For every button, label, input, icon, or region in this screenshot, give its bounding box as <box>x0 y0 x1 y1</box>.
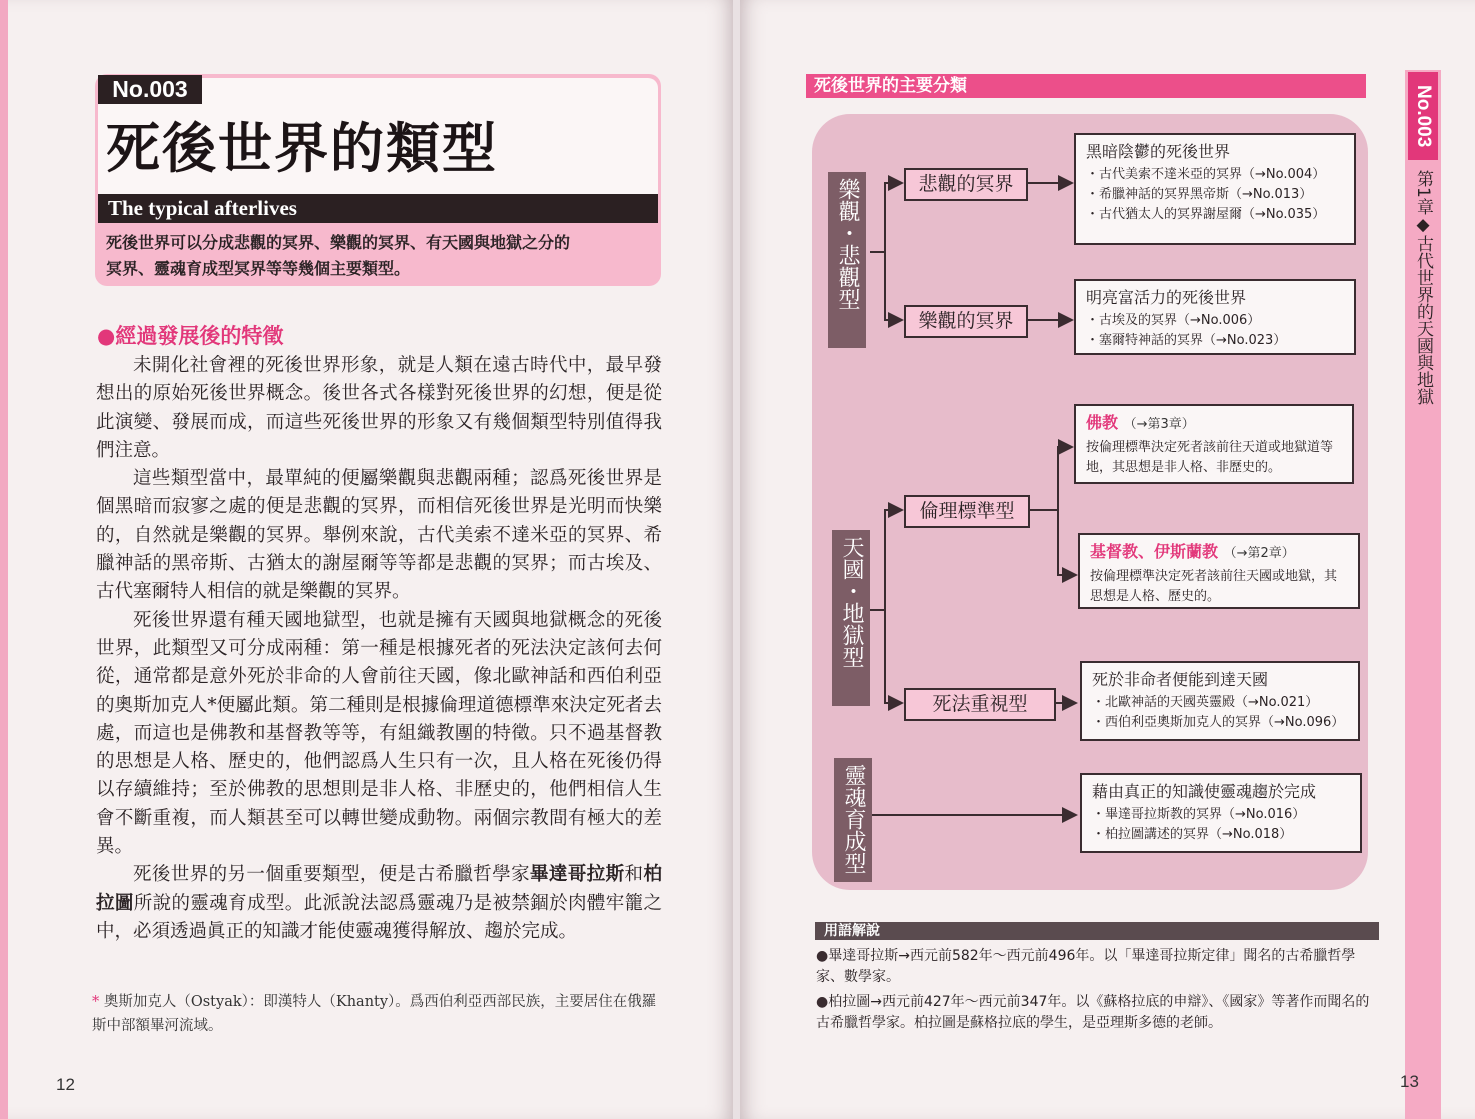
info-box-heading <box>1086 412 1342 436</box>
glossary-entry <box>816 946 1378 988</box>
info-box-item: ・北歐神話的天國英靈殿（→No.021） <box>1092 695 1319 710</box>
paragraph: 未開化社會裡的死後世界形象，就是人類在遠古時代中，最早發想出的原始死後世界概念。後世各式各樣對死後世界的幻想，便是從此演變、發展而成，而這些死後世界的形象又有幾個類型特別值得我們注意。 <box>96 355 662 461</box>
category-optimistic-underworld: 樂觀的冥界 <box>904 305 1028 338</box>
info-box-heading: 黑暗陰鬱的死後世界 <box>1086 142 1231 161</box>
glossary-title: 用語解說 <box>824 923 880 939</box>
paragraph <box>96 861 662 946</box>
english-subtitle-bar <box>98 194 658 223</box>
page-title: 死後世界的類型 <box>106 116 498 180</box>
footnote <box>92 990 662 1038</box>
english-subtitle: The typical afterlives <box>108 196 297 220</box>
info-box-item: ・古埃及的冥界（→No.006） <box>1086 313 1261 328</box>
info-box-text: 按倫理標準決定死者該前往天道或地獄道等地，其思想是非人格、非歷史的。 <box>1086 440 1334 475</box>
body-text <box>96 352 662 946</box>
chart-title-bar <box>806 74 1366 98</box>
page-edge-tab <box>0 0 8 1119</box>
info-box-christianity-islam <box>1078 533 1360 609</box>
summary-text <box>106 230 654 282</box>
religion-name: 基督教、伊斯蘭教 <box>1090 542 1219 561</box>
side-entry-number: No.003 <box>1408 72 1438 160</box>
info-box-item: ・古代美索不達米亞的冥界（→No.004） <box>1086 167 1326 182</box>
glossary <box>816 946 1378 1038</box>
info-box-dark-afterlife <box>1074 133 1356 245</box>
glossary-bar <box>815 922 1379 940</box>
bullet-icon: ● <box>816 994 829 1010</box>
group-label-soul-cultivation <box>834 758 872 882</box>
info-box-true-knowledge <box>1080 773 1362 853</box>
glossary-text: 畢達哥拉斯→西元前582年～西元前496年。以「畢達哥拉斯定律」聞名的古希臘哲學家、數學家。 <box>816 948 1356 985</box>
info-box-buddhism <box>1074 404 1354 484</box>
info-box-item: ・古代猶太人的冥界謝屋爾（→No.035） <box>1086 207 1326 222</box>
footnote-marker: * <box>92 994 100 1010</box>
paragraph-text: 所說的靈魂育成型。此派說法認爲靈魂乃是被禁錮於肉體牢籠之中，必須透過眞正的知識才能使靈魂獲得解放、趨於完成。 <box>96 892 662 942</box>
category-pessimistic-underworld: 悲觀的冥界 <box>904 168 1028 201</box>
summary-line: 死後世界可以分成悲觀的冥界、樂觀的冥界、有天國與地獄之分的 <box>106 233 571 252</box>
info-box-item: ・希臘神話的冥界黑帝斯（→No.013） <box>1086 187 1313 202</box>
page-number-left: 12 <box>56 1075 75 1094</box>
info-box-heading: 藉由真正的知識使靈魂趨於完成 <box>1092 782 1317 801</box>
term-pythagoras: 畢達哥拉斯 <box>530 864 625 886</box>
info-box-item: ・柏拉圖講述的冥界（→No.018） <box>1092 827 1293 842</box>
chart-title: 死後世界的主要分類 <box>814 76 967 96</box>
info-box-heading <box>1090 541 1348 565</box>
info-box-item: ・塞爾特神話的冥界（→No.023） <box>1086 333 1287 348</box>
info-box-heading: 明亮富活力的死後世界 <box>1086 288 1247 307</box>
glossary-text: 柏拉圖→西元前427年～西元前347年。以《蘇格拉底的申辯》、《國家》等著作而聞名的古希臘哲學家。柏拉圖是蘇格拉底的學生，是亞理斯多德的老師。 <box>816 994 1370 1031</box>
section-heading-text: 經過發展後的特徵 <box>115 324 284 348</box>
entry-number-tag: No.003 <box>98 75 202 104</box>
group-label-optimistic-pessimistic <box>828 172 866 348</box>
paragraph: 這些類型當中，最單純的便屬樂觀與悲觀兩種；認爲死後世界是個黑暗而寂寥之處的便是悲觀的冥界，而相信死後世界是光明而快樂的，自然就是樂觀的冥界。舉例來說，古代美索不達米亞的冥界、希臘神話的黑帝斯、古猶太的謝屋爾等等都是悲觀的冥界；而古埃及、古代塞爾特人相信的就是樂觀的冥界。 <box>96 468 662 603</box>
category-manner-of-death: 死法重視型 <box>904 688 1056 721</box>
glossary-entry <box>816 992 1378 1034</box>
group-label-text: 靈魂育成型 <box>841 764 866 874</box>
chapter-ref: （→第2章） <box>1223 546 1295 561</box>
category-ethical-standard: 倫理標準型 <box>904 495 1030 528</box>
section-heading <box>97 320 283 350</box>
info-box-text: 按倫理標準決定死者該前往天國或地獄，其思想是人格、歷史的。 <box>1090 569 1338 604</box>
info-box-unnatural-death <box>1080 661 1360 741</box>
bullet-icon: ● <box>816 948 829 964</box>
info-box-heading: 死於非命者便能到達天國 <box>1092 670 1269 689</box>
paragraph: 死後世界還有種天國地獄型，也就是擁有天國與地獄概念的死後世界，此類型又可分成兩種：第一種是根據死者的死法決定該何去何從，通常都是意外死於非命的人會前往天國，像北歐神話和西伯利亞的奧斯加克人*便屬此類。第二種則是根據倫理道德標準來決定死者去處，而這也是佛教和基督教等等，有組織教團的特徵。只不過基督教的思想是人格、歷史的，他們認爲人生只有一次，且人格在死後仍得以存續維持；至於佛教的思想則是非人格、非歷史的，他們相信人生會不斷重複，而人類甚至可以轉世變成動物。兩個宗教間有極大的差異。 <box>96 609 662 858</box>
bullet-icon: ● <box>97 324 116 348</box>
group-label-text: 天國・地獄型 <box>839 536 864 668</box>
religion-name: 佛教 <box>1086 413 1119 432</box>
paragraph-text: 死後世界的另一個重要類型，便是古希臘哲學家 <box>133 864 531 886</box>
page-number-right: 13 <box>1400 1072 1419 1091</box>
paragraph-text: 和 <box>624 864 644 886</box>
info-box-item: ・畢達哥拉斯教的冥界（→No.016） <box>1092 807 1306 822</box>
info-box-bright-afterlife <box>1074 279 1356 355</box>
summary-line: 冥界、靈魂育成型冥界等等幾個主要類型。 <box>106 259 411 278</box>
group-label-text: 樂觀・悲觀型 <box>835 178 860 310</box>
group-label-heaven-hell <box>832 530 870 706</box>
side-chapter-title: 第1章◆古代世界的天國與地獄 <box>1413 170 1433 405</box>
term-plato: 柏拉圖 <box>96 864 662 914</box>
info-box-item: ・西伯利亞奧斯加克人的冥界（→No.096） <box>1092 715 1345 730</box>
chapter-ref: （→第3章） <box>1123 417 1195 432</box>
footnote-text: 奧斯加克人（Ostyak）：即漢特人（Khanty）。爲西伯利亞西部民族，主要居住在俄羅斯中部額畢河流域。 <box>92 994 657 1034</box>
